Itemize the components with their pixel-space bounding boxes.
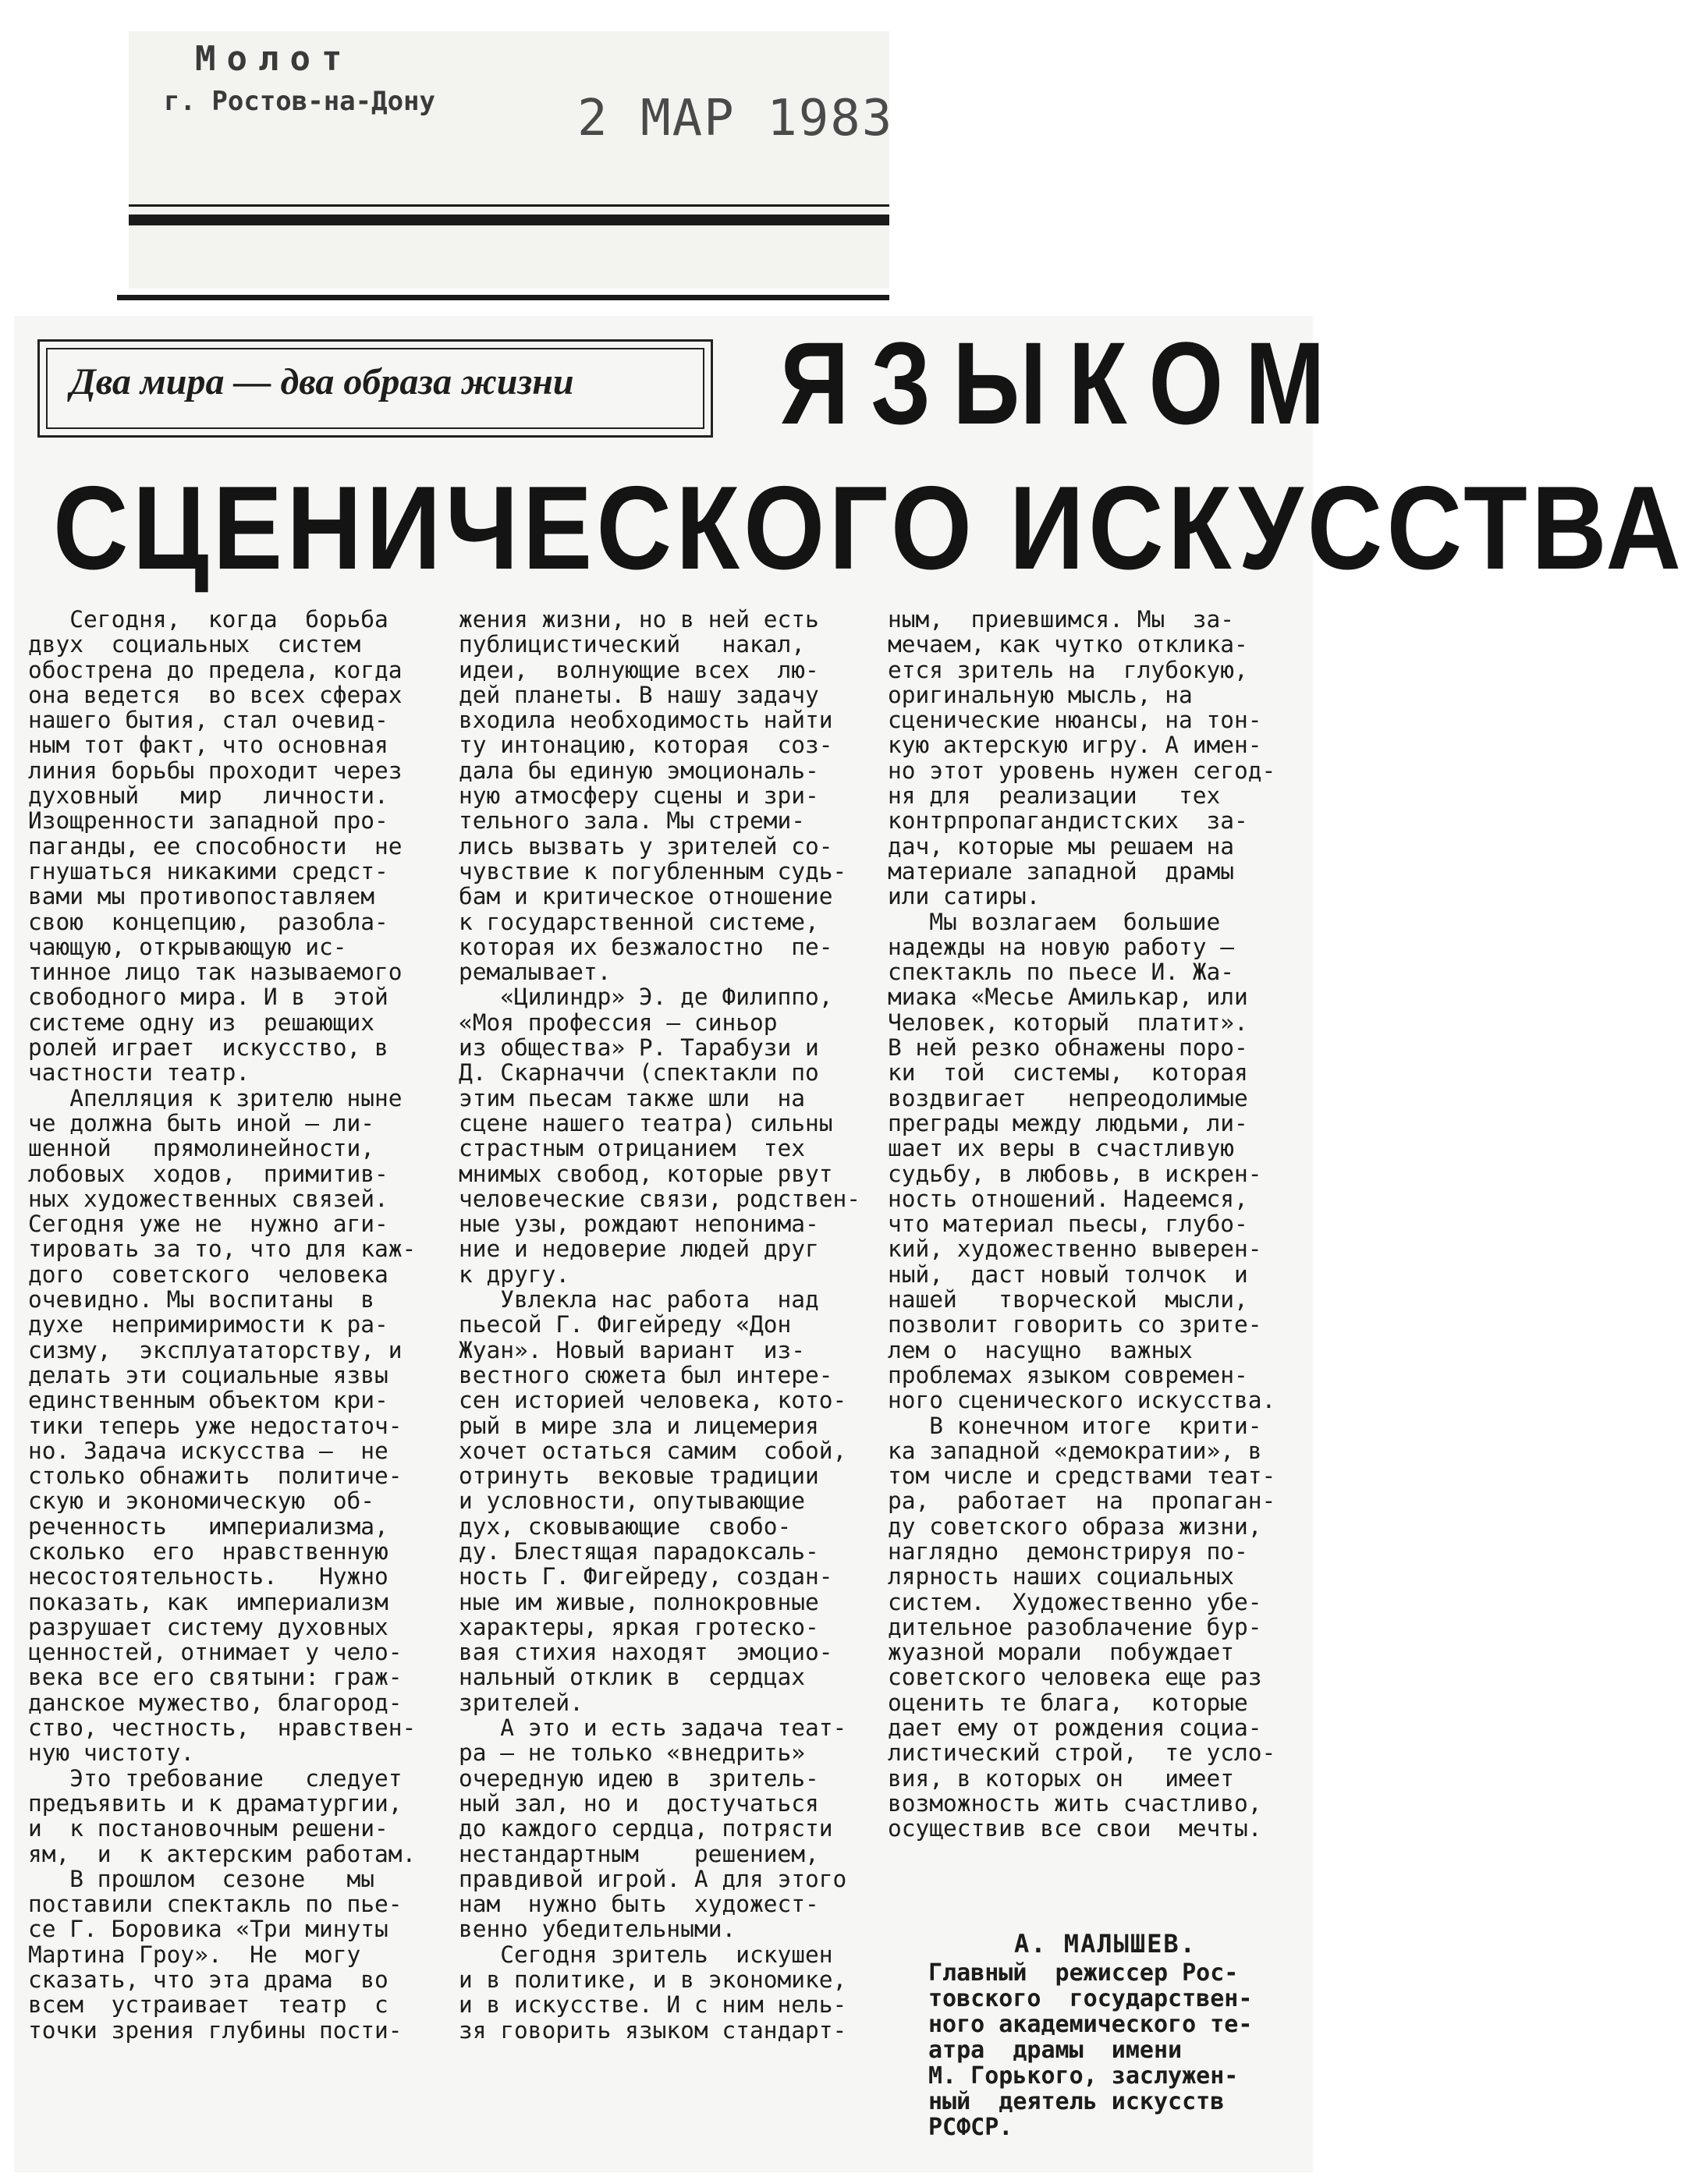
rubric-label: Два мира — два образа жизни <box>70 361 574 402</box>
stamp-rule-thin <box>129 204 889 207</box>
headline-line2: СЦЕНИЧЕСКОГО ИСКУССТВА <box>53 462 1685 594</box>
article-column-3: ным, приевшимся. Мы за- мечаем, как чутко отклика- ется зритель на глубокую, оригинальную мысль, на сценические нюансы, на тон- кую актерскую игру. А имен- но этот уровень нужен сегод- ня для реализации тех контрпропагандистских за- дач, которые мы решаем на материале западной драмы или сатиры. Мы возлагаем большие надежды на новую работу — спектакль по пьесе И. Жа- миака «Месье Амилькар, или Человек, который платит». В ней резко обнажены поро- ки той системы, которая воздвигает непреодолимые преграды между людьми, ли- шает их веры в счастливую судьбу, в любовь, в искрен- ность отношений. Надеемся, что материал пьесы, глубо- кий, художественно выверен- ный, даст новый толчок и нашей творческой мысли, позволит говорить со зрите- лем о насущно важных проблемах языком современ- ного сценического искусства. В конечном итоге крити- ка западной «демократии», в том числе и средствами теат- ра, работает на пропаган- ду советского образа жизни, наглядно демонстрируя по- лярность наших социальных систем. Художественно убе- дительное разоблачение бур- жуазной морали побуждает советского человека еще раз оценить те блага, которые дает ему от рождения социа- листический строй, те усло- вия, в которых он имеет возможность жить счастливо, осуществив все свои мечты. <box>888 606 1276 1842</box>
stamp-rule-thick <box>129 214 889 225</box>
stamp-date: 2 МАР 1983 <box>577 90 894 147</box>
author-name: А. МАЛЫШЕВ. <box>1014 1929 1197 1959</box>
top-rule <box>117 295 889 300</box>
author-title: Главный режиссер Рос- товского государствен- ного академического те- атра драмы имени М. Горького, заслужен- ный деятель искусств РСФСР. <box>928 1959 1253 2141</box>
headline-line1: ЯЗЫКОМ <box>780 317 1347 448</box>
newspaper-name: Молот <box>195 39 353 79</box>
article-column-1: Сегодня, когда борьба двух социальных систем обострена до предела, когда она ведется во всех сферах нашего бытия, стал очевид- ным тот факт, что основная линия борьбы проходит через духовный мир личности. Изощренности западной про- паганды, ее способности не гнушаться никакими средст- вами мы противопоставляем свою концепцию, разобла- чающую, открывающую ис- тинное лицо так называемого свободного мира. И в этой системе одну из решающих ролей играет искусство, в частности театр. Апелляция к зрителю ныне че должна быть иной — ли- шенной прямолинейности, лобовых ходов, примитив- ных художественных связей. Сегодня уже не нужно аги- тировать за то, что для каж- дого советского человека очевидно. Мы воспитаны в духе непримиримости к ра- сизму, эксплуататорству, и делать эти социальные язвы единственным объектом кри- тики теперь уже недостаточ- но. Задача искусства — не столько обнажить политиче- скую и экономическую об- реченность империализма, сколько его нравственную несостоятельность. Нужно показать, как империализм разрушает систему духовных ценностей, отнимает у чело- века все его святыни: граж- данское мужество, благород- ство, честность, нравствен- ную чистоту. Это требование следует предъявить и к драматургии, и к постановочным решени- ям, и к актерским работам. В прошлом сезоне мы поставили спектакль по пье- се Г. Боровика «Три минуты Мартина Гроу». Не могу сказать, что эта драма во всем устраивает театр с точки зрения глубины пости- <box>28 606 417 2044</box>
newspaper-city: г. Ростов-на-Дону <box>164 86 435 117</box>
article-column-2: жения жизни, но в ней есть публицистический накал, идеи, волнующие всех лю- дей планеты. В нашу задачу входила необходимость найти ту интонацию, которая соз- дала бы единую эмоциональ- ную атмосферу сцены и зри- тельного зала. Мы стреми- лись вызвать у зрителей со- чувствие к погубленным судь- бам и критическое отношение к государственной системе, которая их безжалостно пе- ремалывает. «Цилиндр» Э. де Филиппо, «Моя профессия — синьор из общества» Р. Тарабузи и Д. Скарначчи (спектакли по этим пьесам также шли на сцене нашего театра) сильны страстным отрицанием тех мнимых свобод, которые рвут человеческие связи, родствен- ные узы, рождают непонима- ние и недоверие людей друг к другу. Увлекла нас работа над пьесой Г. Фигейреду «Дон Жуан». Новый вариант из- вестного сюжета был интере- сен историей человека, кото- рый в мире зла и лицемерия хочет остаться самим собой, отринуть вековые традиции и условности, опутывающие дух, сковывающие свобо- ду. Блестящая парадоксаль- ность Г. Фигейреду, создан- ные им живые, полнокровные характеры, яркая гротеско- вая стихия находят эмоцио- нальный отклик в сердцах зрителей. А это и есть задача теат- ра — не только «внедрить» очередную идею в зритель- ный зал, но и достучаться до каждого сердца, потрясти нестандартным решением, правдивой игрой. А для этого нам нужно быть художест- венно убедительными. Сегодня зритель искушен и в политике, и в экономике, и в искусстве. И с ним нель- зя говорить языком стандарт- <box>459 606 861 2044</box>
